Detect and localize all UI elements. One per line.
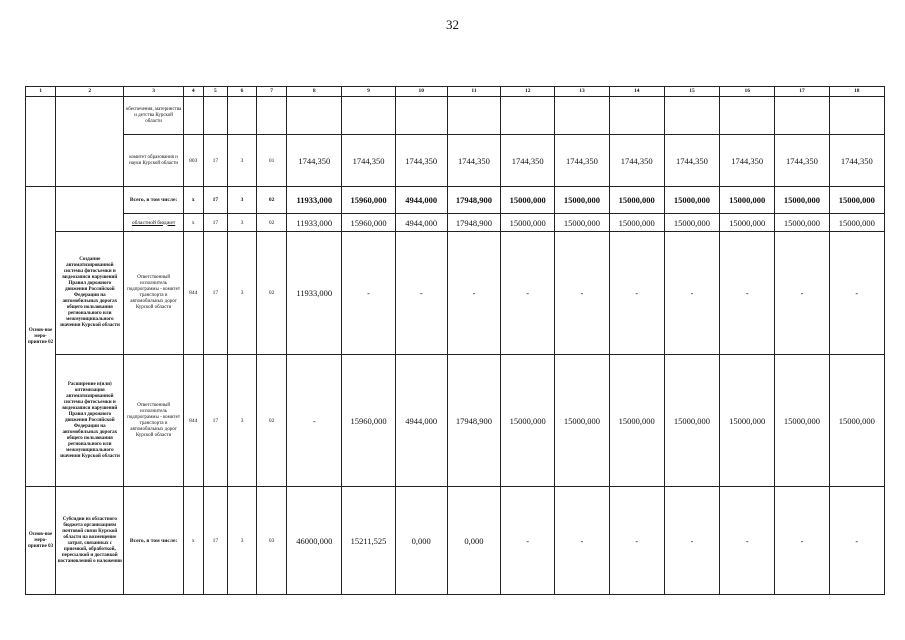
value-cell: 1744,350	[342, 135, 395, 187]
table-cell	[609, 97, 664, 135]
value-cell: 15000,000	[609, 355, 664, 487]
value-cell: 15960,000	[342, 187, 395, 214]
activity-description-cell: Субсидии из областного бюджета организациям почтовой связи Курской области на возмещение затрат, связанных с приемкой, обработкой, пересылкой и доставкой постановлений о наложении	[56, 487, 124, 595]
header-cell: 13	[555, 87, 609, 97]
code-cell: х	[183, 214, 203, 232]
code-cell: 3	[227, 214, 256, 232]
header-cell: 18	[829, 87, 884, 97]
value-cell: 0,000	[395, 487, 447, 595]
value-cell: 17948,900	[447, 187, 500, 214]
page-number: 32	[446, 17, 459, 32]
code-cell: 844	[183, 232, 203, 355]
table-cell	[720, 97, 775, 135]
code-cell: 3	[227, 187, 256, 214]
table-cell	[257, 97, 287, 135]
code-cell: 17	[203, 135, 227, 187]
code-cell: 17	[203, 214, 227, 232]
value-cell: -	[720, 232, 775, 355]
value-cell: 15000,000	[555, 355, 609, 487]
value-cell: 1744,350	[287, 135, 342, 187]
table-cell	[56, 187, 124, 232]
table-cell	[664, 97, 719, 135]
activity-description-cell: Создание автоматизированной системы фотосъемки и видеозаписи нарушений Правил дорожного движения Российской Федерации на автомобильных дорогах общего пользования регионального или межмуниципального значения Курской области	[56, 232, 124, 355]
value-cell: -	[395, 232, 447, 355]
header-cell: 9	[342, 87, 395, 97]
code-cell: 02	[257, 214, 287, 232]
executor-cell: областной бюджет	[124, 214, 183, 232]
value-cell: 15000,000	[609, 187, 664, 214]
table-cell	[227, 97, 256, 135]
value-cell: -	[664, 232, 719, 355]
code-cell: х	[183, 187, 203, 214]
header-cell: 8	[287, 87, 342, 97]
value-cell: -	[287, 355, 342, 487]
value-cell: 1744,350	[395, 135, 447, 187]
value-cell: -	[501, 232, 555, 355]
code-cell: х	[183, 487, 203, 595]
code-cell: 3	[227, 135, 256, 187]
value-cell: 15000,000	[555, 187, 609, 214]
value-cell: 15000,000	[829, 355, 884, 487]
code-cell: 803	[183, 135, 203, 187]
value-cell: -	[501, 487, 555, 595]
table-cell	[342, 97, 395, 135]
code-cell: 17	[203, 487, 227, 595]
value-cell: -	[664, 487, 719, 595]
value-cell: 4944,000	[395, 214, 447, 232]
table-cell	[447, 97, 500, 135]
table-row	[26, 187, 885, 214]
header-cell: 16	[720, 87, 775, 97]
header-cell: 2	[56, 87, 124, 97]
value-cell: 15960,000	[342, 355, 395, 487]
value-cell: 15000,000	[501, 214, 555, 232]
header-cell: 7	[257, 87, 287, 97]
table-cell	[555, 97, 609, 135]
value-cell: -	[609, 487, 664, 595]
table-cell	[287, 97, 342, 135]
executor-cell: комитет образования и науки Курской области	[124, 135, 183, 187]
table-cell	[183, 97, 203, 135]
table-cell	[203, 97, 227, 135]
value-cell: 46000,000	[287, 487, 342, 595]
value-cell: -	[829, 487, 884, 595]
header-cell: 12	[501, 87, 555, 97]
value-cell: 15000,000	[720, 214, 775, 232]
value-cell: -	[829, 232, 884, 355]
activity-number-cell: Основ-ное меро-приятие 03	[26, 487, 56, 595]
header-cell: 3	[124, 87, 183, 97]
header-cell: 14	[609, 87, 664, 97]
value-cell: -	[775, 487, 829, 595]
header-cell: 6	[227, 87, 256, 97]
header-cell: 10	[395, 87, 447, 97]
code-cell: 3	[227, 487, 256, 595]
value-cell: 15000,000	[720, 355, 775, 487]
code-cell: 17	[203, 355, 227, 487]
table-row	[26, 214, 885, 232]
value-cell: 15000,000	[609, 214, 664, 232]
value-cell: 15000,000	[775, 214, 829, 232]
header-cell: 11	[447, 87, 500, 97]
value-cell: 0,000	[447, 487, 500, 595]
value-cell: 1744,350	[775, 135, 829, 187]
value-cell: 15211,525	[342, 487, 395, 595]
activity-number-cell: Основ-ное меро-приятие 02	[26, 187, 56, 487]
code-cell: 3	[227, 355, 256, 487]
code-cell: 3	[227, 232, 256, 355]
value-cell: 1744,350	[829, 135, 884, 187]
header-cell: 4	[183, 87, 203, 97]
table-cell	[395, 97, 447, 135]
value-cell: 4944,000	[395, 355, 447, 487]
value-cell: -	[342, 232, 395, 355]
value-cell: 15000,000	[555, 214, 609, 232]
code-cell: 02	[257, 355, 287, 487]
header-cell: 15	[664, 87, 719, 97]
value-cell: -	[555, 487, 609, 595]
table-row	[26, 355, 885, 487]
value-cell: 15000,000	[829, 187, 884, 214]
value-cell: 15000,000	[501, 355, 555, 487]
value-cell: 17948,900	[447, 355, 500, 487]
table-cell	[829, 97, 884, 135]
executor-cell: обеспечения, материнства и детства Курской области	[124, 97, 183, 135]
table-row	[26, 487, 885, 595]
value-cell: -	[775, 232, 829, 355]
code-cell: 02	[257, 232, 287, 355]
value-cell: 15960,000	[342, 214, 395, 232]
value-cell: 15000,000	[829, 214, 884, 232]
code-cell: 844	[183, 355, 203, 487]
value-cell: 15000,000	[664, 355, 719, 487]
header-cell: 17	[775, 87, 829, 97]
header-row	[26, 87, 885, 97]
table-row	[26, 97, 885, 135]
value-cell: -	[609, 232, 664, 355]
executor-cell: Ответственный исполнитель подпрограммы - комитет транспорта и автомобильных дорог Курской области	[124, 355, 183, 487]
value-cell: 15000,000	[664, 187, 719, 214]
code-cell: 17	[203, 232, 227, 355]
table-row	[26, 135, 885, 187]
code-cell: 01	[257, 135, 287, 187]
table-cell	[501, 97, 555, 135]
header-cell: 1	[26, 87, 56, 97]
code-cell: 03	[257, 487, 287, 595]
value-cell: 11933,000	[287, 232, 342, 355]
value-cell: 15000,000	[720, 187, 775, 214]
value-cell: 15000,000	[775, 187, 829, 214]
value-cell: 1744,350	[501, 135, 555, 187]
value-cell: 1744,350	[664, 135, 719, 187]
activity-description-cell: Расширение и(или) оптимизация автоматизированной системы фотосъемки и видеозаписи нарушений Правил дорожного движения Российской Федерации на автомобильных дорогах общего пользования регионального или межмуниципального значения Курской области	[56, 355, 124, 487]
table-cell	[56, 97, 124, 187]
table-cell	[775, 97, 829, 135]
code-cell: 17	[203, 187, 227, 214]
value-cell: -	[555, 232, 609, 355]
value-cell: 15000,000	[664, 214, 719, 232]
value-cell: 11933,000	[287, 187, 342, 214]
value-cell: 1744,350	[447, 135, 500, 187]
budget-table	[25, 86, 885, 595]
value-cell: 11933,000	[287, 214, 342, 232]
header-cell: 5	[203, 87, 227, 97]
executor-cell: Ответственный исполнитель подпрограммы - комитет транспорта и автомобильных дорог Курской области	[124, 232, 183, 355]
value-cell: -	[720, 487, 775, 595]
executor-cell: Всего, в том числе:	[124, 487, 183, 595]
value-cell: 1744,350	[720, 135, 775, 187]
value-cell: -	[447, 232, 500, 355]
table-cell	[26, 97, 56, 187]
executor-cell: Всего, в том числе:	[124, 187, 183, 214]
table-row	[26, 232, 885, 355]
code-cell: 02	[257, 187, 287, 214]
value-cell: 1744,350	[555, 135, 609, 187]
value-cell: 15000,000	[775, 355, 829, 487]
value-cell: 1744,350	[609, 135, 664, 187]
value-cell: 15000,000	[501, 187, 555, 214]
value-cell: 17948,900	[447, 214, 500, 232]
value-cell: 4944,000	[395, 187, 447, 214]
